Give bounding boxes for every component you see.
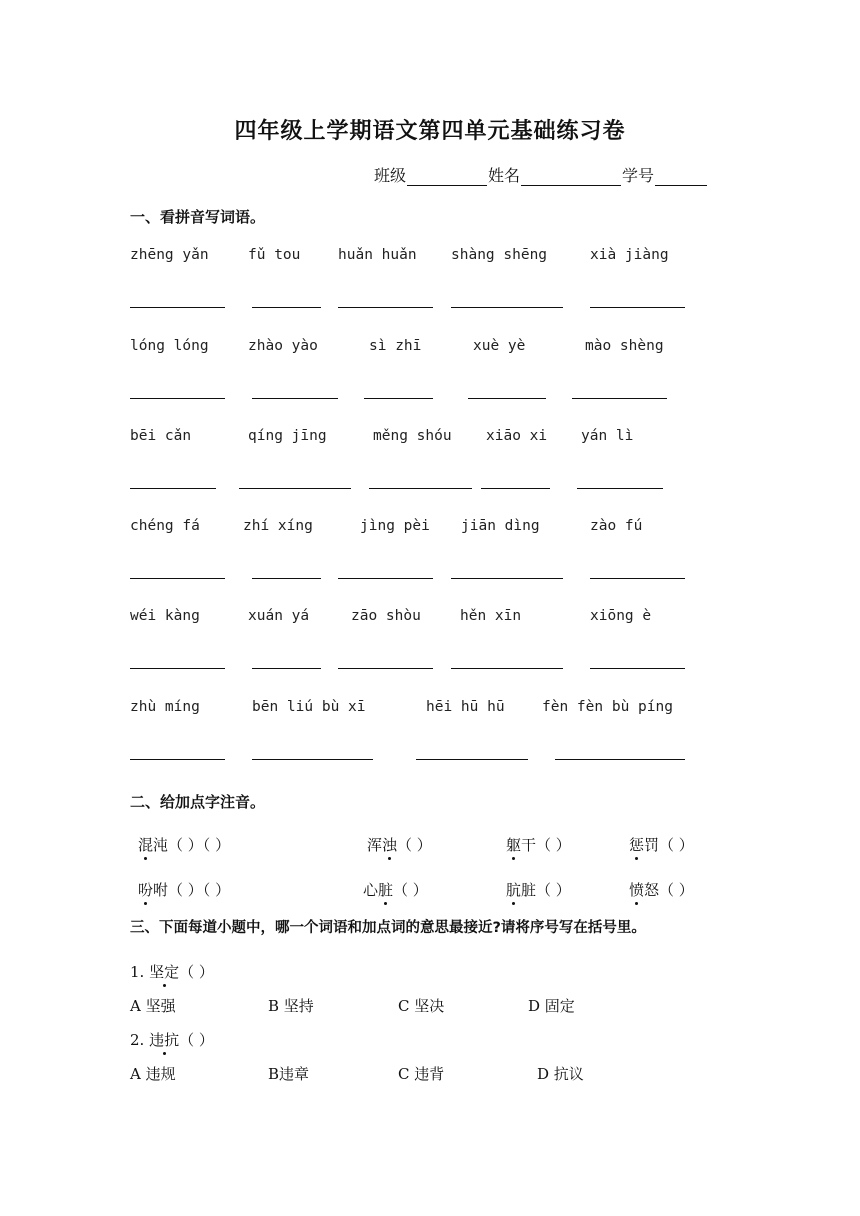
option: A 坚强 xyxy=(130,997,176,1015)
pinyin-item: chéng fá xyxy=(130,518,200,534)
answer-paren[interactable]: （ ） xyxy=(659,836,694,854)
answer-line[interactable] xyxy=(338,668,433,669)
answer-line[interactable] xyxy=(130,759,225,760)
pinyin-item: mào shèng xyxy=(585,338,664,354)
pinyin-item: jìng pèi xyxy=(360,518,430,534)
answer-line[interactable] xyxy=(239,488,351,489)
question-2: 2. 违抗（ ） xyxy=(130,1031,214,1049)
answer-paren[interactable]: （ ）（ ） xyxy=(168,836,231,854)
option: C 坚决 xyxy=(398,997,445,1015)
phonetic-item: 愤怒（ ） xyxy=(629,881,694,899)
pinyin-item: zhí xíng xyxy=(243,518,313,534)
answer-paren[interactable]: （ ） xyxy=(179,1031,214,1049)
pinyin-item: fèn fèn bù píng xyxy=(542,699,673,715)
option: D 固定 xyxy=(528,997,575,1015)
option: C 违背 xyxy=(398,1065,445,1083)
pinyin-item: yán lì xyxy=(581,428,634,444)
answer-line[interactable] xyxy=(252,578,321,579)
pinyin-item: xuè yè xyxy=(473,338,526,354)
pinyin-item: xiōng è xyxy=(590,608,652,624)
answer-line[interactable] xyxy=(252,398,338,399)
question-1: 1. 坚定（ ） xyxy=(130,963,214,981)
student-info xyxy=(374,163,708,186)
answer-line[interactable] xyxy=(252,307,321,308)
pinyin-item: zào fú xyxy=(590,518,643,534)
answer-line[interactable] xyxy=(416,759,528,760)
option: B违章 xyxy=(268,1065,310,1083)
pinyin-item: zhù míng xyxy=(130,699,200,715)
answer-line[interactable] xyxy=(130,307,225,308)
answer-line[interactable] xyxy=(572,398,667,399)
answer-line[interactable] xyxy=(451,307,563,308)
phonetic-item: 心脏（ ） xyxy=(363,881,428,899)
pinyin-item: jiān dìng xyxy=(461,518,540,534)
phonetic-item: 肮脏（ ） xyxy=(506,881,571,899)
pinyin-item: zhào yào xyxy=(248,338,318,354)
pinyin-item: fǔ tou xyxy=(248,247,301,263)
answer-line[interactable] xyxy=(590,307,685,308)
pinyin-item: sì zhī xyxy=(369,338,422,354)
answer-line[interactable] xyxy=(481,488,550,489)
phonetic-item: 浑浊（ ） xyxy=(367,836,432,854)
pinyin-item: lóng lóng xyxy=(130,338,209,354)
answer-line[interactable] xyxy=(468,398,546,399)
answer-line[interactable] xyxy=(451,578,563,579)
answer-line[interactable] xyxy=(130,398,225,399)
answer-line[interactable] xyxy=(338,578,433,579)
answer-paren[interactable]: （ ） xyxy=(397,836,432,854)
pinyin-item: bēi cǎn xyxy=(130,428,192,444)
answer-paren[interactable]: （ ） xyxy=(393,881,428,899)
name-blank[interactable] xyxy=(521,169,621,186)
number-label: 学号 xyxy=(622,166,655,185)
pinyin-item: shàng shēng xyxy=(451,247,548,263)
pinyin-item: huǎn huǎn xyxy=(338,247,417,263)
answer-paren[interactable]: （ ） xyxy=(659,881,694,899)
answer-line[interactable] xyxy=(364,398,433,399)
dotted-word: 违抗 xyxy=(149,1031,180,1049)
answer-paren[interactable]: （ ） xyxy=(179,963,214,981)
name-label: 姓名 xyxy=(488,166,521,185)
answer-line[interactable] xyxy=(252,668,321,669)
answer-line[interactable] xyxy=(451,668,563,669)
pinyin-item: xuán yá xyxy=(248,608,310,624)
option: B 坚持 xyxy=(268,997,314,1015)
page-title: 四年级上学期语文第四单元基础练习卷 xyxy=(234,119,626,144)
section2-heading: 二、给加点字注音。 xyxy=(130,793,266,811)
answer-line[interactable] xyxy=(130,578,225,579)
pinyin-item: qíng jīng xyxy=(248,428,327,444)
phonetic-item: 惩罚（ ） xyxy=(629,836,694,854)
answer-line[interactable] xyxy=(369,488,472,489)
pinyin-item: xiāo xi xyxy=(486,428,548,444)
class-blank[interactable] xyxy=(407,169,487,186)
section1-heading: 一、看拼音写词语。 xyxy=(130,208,266,226)
answer-paren[interactable]: （ ）（ ） xyxy=(168,881,231,899)
answer-line[interactable] xyxy=(130,488,216,489)
phonetic-item: 混沌（ ）（ ） xyxy=(138,836,231,854)
answer-line[interactable] xyxy=(555,759,685,760)
answer-line[interactable] xyxy=(590,668,685,669)
pinyin-item: wéi kàng xyxy=(130,608,200,624)
answer-paren[interactable]: （ ） xyxy=(536,881,571,899)
pinyin-item: hěn xīn xyxy=(460,608,522,624)
phonetic-item: 躯干（ ） xyxy=(506,836,571,854)
pinyin-item: bēn liú bù xī xyxy=(252,699,366,715)
answer-line[interactable] xyxy=(577,488,663,489)
number-blank[interactable] xyxy=(655,169,707,186)
pinyin-item: měng shóu xyxy=(373,428,452,444)
option: D 抗议 xyxy=(537,1065,584,1083)
option: A 违规 xyxy=(130,1065,176,1083)
answer-line[interactable] xyxy=(252,759,373,760)
answer-line[interactable] xyxy=(590,578,685,579)
answer-paren[interactable]: （ ） xyxy=(536,836,571,854)
answer-line[interactable] xyxy=(130,668,225,669)
pinyin-item: hēi hū hū xyxy=(426,699,505,715)
pinyin-item: zhēng yǎn xyxy=(130,247,209,263)
section3-heading: 三、下面每道小题中，哪一个词语和加点词的意思最接近?请将序号写在括号里。 xyxy=(130,920,646,936)
answer-line[interactable] xyxy=(338,307,433,308)
pinyin-item: zāo shòu xyxy=(351,608,421,624)
dotted-word: 坚定 xyxy=(149,963,180,981)
phonetic-item: 吩咐（ ）（ ） xyxy=(138,881,231,899)
class-label: 班级 xyxy=(374,166,407,185)
pinyin-item: xià jiàng xyxy=(590,247,669,263)
